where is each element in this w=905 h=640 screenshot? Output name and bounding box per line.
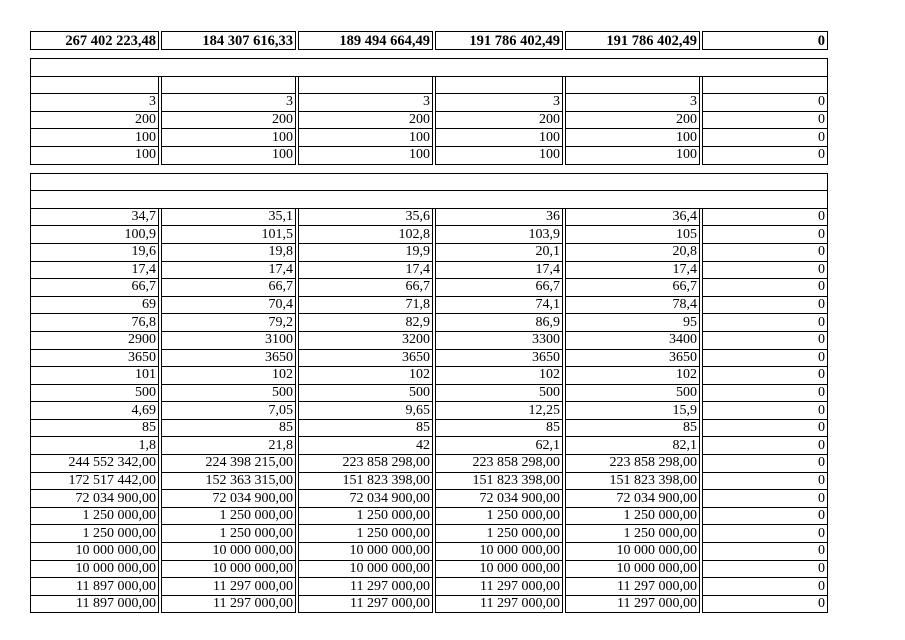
table-cell: 19,8 <box>162 243 296 261</box>
table-cell: 102 <box>299 367 433 385</box>
table-cell: 0 <box>703 111 828 129</box>
table-cell: 105 <box>566 226 700 244</box>
table-cell: 223 858 298,00 <box>436 455 563 473</box>
table-cell: 20,1 <box>436 243 563 261</box>
table-cell <box>566 76 700 94</box>
table-cell: 3200 <box>299 331 433 349</box>
table-cell: 1,8 <box>31 437 159 455</box>
table-cell: 151 823 398,00 <box>299 472 433 490</box>
table-cell: 500 <box>31 384 159 402</box>
table-cell: 82,1 <box>566 437 700 455</box>
table-cell: 10 000 000,00 <box>31 543 159 561</box>
table-row <box>31 595 828 613</box>
table-cell: 3 <box>31 94 159 112</box>
table-cell: 82,9 <box>299 314 433 332</box>
table-cell: 0 <box>703 279 828 297</box>
table-cell: 66,7 <box>436 279 563 297</box>
table-cell: 19,6 <box>31 243 159 261</box>
table-cell: 79,2 <box>162 314 296 332</box>
spacer-cell <box>31 164 828 173</box>
table-cell: 101 <box>31 367 159 385</box>
section-cell <box>31 59 828 77</box>
table-cell: 10 000 000,00 <box>566 560 700 578</box>
table-cell: 189 494 664,49 <box>299 32 433 50</box>
table-row <box>31 279 828 297</box>
table-cell: 3650 <box>566 349 700 367</box>
table-cell: 0 <box>703 331 828 349</box>
table-cell: 100 <box>162 146 296 164</box>
table-cell <box>31 76 159 94</box>
table-cell: 3650 <box>436 349 563 367</box>
table-cell: 0 <box>703 525 828 543</box>
table-cell: 76,8 <box>31 314 159 332</box>
table-cell: 35,1 <box>162 208 296 226</box>
spacer-cell <box>31 50 828 59</box>
table-cell: 3400 <box>566 331 700 349</box>
table-row <box>31 226 828 244</box>
table-cell: 9,65 <box>299 402 433 420</box>
table-cell: 34,7 <box>31 208 159 226</box>
table-row <box>31 129 828 147</box>
table-cell: 0 <box>703 384 828 402</box>
table-row <box>31 296 828 314</box>
table-cell: 78,4 <box>566 296 700 314</box>
table-row <box>31 111 828 129</box>
table-cell: 1 250 000,00 <box>566 525 700 543</box>
table-cell: 3 <box>299 94 433 112</box>
table-cell: 0 <box>703 146 828 164</box>
table-cell <box>162 76 296 94</box>
table-row <box>31 560 828 578</box>
table-row <box>31 490 828 508</box>
table-cell: 66,7 <box>162 279 296 297</box>
table-cell: 0 <box>703 129 828 147</box>
table-cell: 200 <box>566 111 700 129</box>
table-cell: 10 000 000,00 <box>31 560 159 578</box>
section-cell <box>31 173 828 191</box>
table-cell: 85 <box>566 419 700 437</box>
financial-table <box>30 31 828 613</box>
table-cell: 200 <box>436 111 563 129</box>
table-cell: 10 000 000,00 <box>299 560 433 578</box>
spacer-row <box>31 164 828 173</box>
table-cell: 3 <box>436 94 563 112</box>
table-cell: 17,4 <box>566 261 700 279</box>
table-cell: 72 034 900,00 <box>162 490 296 508</box>
table-cell: 223 858 298,00 <box>566 455 700 473</box>
table-cell: 11 897 000,00 <box>31 595 159 613</box>
table-cell: 500 <box>299 384 433 402</box>
table-cell: 0 <box>703 560 828 578</box>
table-cell <box>299 76 433 94</box>
table-cell: 0 <box>703 578 828 596</box>
table-cell: 102 <box>566 367 700 385</box>
table-cell: 71,8 <box>299 296 433 314</box>
table-cell: 100 <box>566 146 700 164</box>
table-cell <box>436 76 563 94</box>
table-cell: 11 297 000,00 <box>299 578 433 596</box>
section-row <box>31 59 828 77</box>
table-cell: 100 <box>299 129 433 147</box>
table-cell: 66,7 <box>566 279 700 297</box>
table-cell: 0 <box>703 455 828 473</box>
table-cell: 17,4 <box>162 261 296 279</box>
table-cell: 200 <box>299 111 433 129</box>
table-cell: 1 250 000,00 <box>299 507 433 525</box>
table-cell: 191 786 402,49 <box>566 32 700 50</box>
table-cell: 19,9 <box>299 243 433 261</box>
table-cell: 1 250 000,00 <box>31 525 159 543</box>
table-cell: 3650 <box>299 349 433 367</box>
table-cell: 85 <box>31 419 159 437</box>
table-row <box>31 384 828 402</box>
table-cell: 85 <box>299 419 433 437</box>
table-cell: 10 000 000,00 <box>162 560 296 578</box>
table-cell: 11 297 000,00 <box>566 578 700 596</box>
table-cell: 7,05 <box>162 402 296 420</box>
table-cell: 103,9 <box>436 226 563 244</box>
table-cell: 70,4 <box>162 296 296 314</box>
table-row <box>31 419 828 437</box>
table-cell: 102 <box>436 367 563 385</box>
table-cell: 0 <box>703 507 828 525</box>
table-cell: 85 <box>436 419 563 437</box>
table-cell: 0 <box>703 437 828 455</box>
table-cell: 224 398 215,00 <box>162 455 296 473</box>
table-cell: 151 823 398,00 <box>436 472 563 490</box>
table-cell: 36,4 <box>566 208 700 226</box>
table-cell: 62,1 <box>436 437 563 455</box>
table-cell: 100,9 <box>31 226 159 244</box>
table-cell: 66,7 <box>31 279 159 297</box>
table-cell: 0 <box>703 595 828 613</box>
table-row <box>31 402 828 420</box>
table-row <box>31 525 828 543</box>
table-cell: 3 <box>162 94 296 112</box>
table-cell: 11 297 000,00 <box>566 595 700 613</box>
table-row <box>31 507 828 525</box>
table-cell: 0 <box>703 472 828 490</box>
table-cell: 1 250 000,00 <box>436 525 563 543</box>
table-cell: 244 552 342,00 <box>31 455 159 473</box>
table-cell: 1 250 000,00 <box>436 507 563 525</box>
table-row <box>31 261 828 279</box>
table-cell: 102 <box>162 367 296 385</box>
table-cell: 3300 <box>436 331 563 349</box>
table-cell: 152 363 315,00 <box>162 472 296 490</box>
table-cell: 86,9 <box>436 314 563 332</box>
table-row <box>31 472 828 490</box>
table-cell: 0 <box>703 94 828 112</box>
table-cell: 0 <box>703 261 828 279</box>
table-cell: 11 297 000,00 <box>436 595 563 613</box>
table-cell: 191 786 402,49 <box>436 32 563 50</box>
table-cell: 200 <box>31 111 159 129</box>
table-cell: 10 000 000,00 <box>436 560 563 578</box>
table-cell: 184 307 616,33 <box>162 32 296 50</box>
table-cell: 0 <box>703 314 828 332</box>
table-cell: 1 250 000,00 <box>31 507 159 525</box>
table-cell: 95 <box>566 314 700 332</box>
table-cell: 17,4 <box>31 261 159 279</box>
table-cell: 3650 <box>162 349 296 367</box>
table-cell: 102,8 <box>299 226 433 244</box>
table-cell: 100 <box>162 129 296 147</box>
table-cell: 0 <box>703 543 828 561</box>
table-row <box>31 578 828 596</box>
section-row <box>31 173 828 191</box>
table-row <box>31 243 828 261</box>
table-cell: 11 297 000,00 <box>299 595 433 613</box>
table-cell: 17,4 <box>436 261 563 279</box>
table-cell: 267 402 223,48 <box>31 32 159 50</box>
table-cell: 11 297 000,00 <box>162 595 296 613</box>
table-cell: 100 <box>31 146 159 164</box>
table-cell: 36 <box>436 208 563 226</box>
table-cell: 72 034 900,00 <box>299 490 433 508</box>
table-cell: 69 <box>31 296 159 314</box>
table-cell: 500 <box>566 384 700 402</box>
table-cell: 223 858 298,00 <box>299 455 433 473</box>
table-cell: 1 250 000,00 <box>162 525 296 543</box>
table-cell: 72 034 900,00 <box>436 490 563 508</box>
table-row <box>31 331 828 349</box>
table-cell: 100 <box>436 146 563 164</box>
table-row <box>31 314 828 332</box>
section-row <box>31 191 828 209</box>
table-cell: 100 <box>436 129 563 147</box>
table-cell: 172 517 442,00 <box>31 472 159 490</box>
table-cell: 100 <box>31 129 159 147</box>
table-cell: 100 <box>566 129 700 147</box>
section-cell <box>31 191 828 209</box>
table-cell: 20,8 <box>566 243 700 261</box>
table-cell: 3100 <box>162 331 296 349</box>
table-cell: 101,5 <box>162 226 296 244</box>
table-row <box>31 146 828 164</box>
table-cell: 12,25 <box>436 402 563 420</box>
table-cell: 85 <box>162 419 296 437</box>
table-cell: 1 250 000,00 <box>566 507 700 525</box>
table-cell: 0 <box>703 296 828 314</box>
table-cell: 11 297 000,00 <box>436 578 563 596</box>
table-row <box>31 367 828 385</box>
header-row <box>31 32 828 50</box>
table-cell <box>703 76 828 94</box>
table-cell: 66,7 <box>299 279 433 297</box>
blank-row <box>31 76 828 94</box>
table-cell: 21,8 <box>162 437 296 455</box>
spacer-row <box>31 50 828 59</box>
table-cell: 0 <box>703 367 828 385</box>
table-row <box>31 349 828 367</box>
table-cell: 1 250 000,00 <box>299 525 433 543</box>
table-cell: 0 <box>703 243 828 261</box>
table-cell: 100 <box>299 146 433 164</box>
table-cell: 42 <box>299 437 433 455</box>
table-cell: 15,9 <box>566 402 700 420</box>
table-cell: 151 823 398,00 <box>566 472 700 490</box>
table-cell: 1 250 000,00 <box>162 507 296 525</box>
table-cell: 17,4 <box>299 261 433 279</box>
table-cell: 0 <box>703 402 828 420</box>
table-cell: 0 <box>703 208 828 226</box>
table-cell: 500 <box>436 384 563 402</box>
table-cell: 35,6 <box>299 208 433 226</box>
table-cell: 11 897 000,00 <box>31 578 159 596</box>
table-row <box>31 208 828 226</box>
table-row <box>31 543 828 561</box>
table-row <box>31 437 828 455</box>
table-cell: 10 000 000,00 <box>436 543 563 561</box>
table-cell: 11 297 000,00 <box>162 578 296 596</box>
table-cell: 10 000 000,00 <box>299 543 433 561</box>
table-cell: 3650 <box>31 349 159 367</box>
table-cell: 500 <box>162 384 296 402</box>
table-cell: 4,69 <box>31 402 159 420</box>
table-cell: 0 <box>703 490 828 508</box>
table-cell: 72 034 900,00 <box>566 490 700 508</box>
table-cell: 10 000 000,00 <box>162 543 296 561</box>
table-row <box>31 94 828 112</box>
table-cell: 72 034 900,00 <box>31 490 159 508</box>
table-cell: 0 <box>703 226 828 244</box>
table-cell: 0 <box>703 419 828 437</box>
table-cell: 2900 <box>31 331 159 349</box>
table-cell: 200 <box>162 111 296 129</box>
table-cell: 74,1 <box>436 296 563 314</box>
table-row <box>31 455 828 473</box>
table-cell: 0 <box>703 349 828 367</box>
table-cell: 0 <box>703 32 828 50</box>
table-cell: 3 <box>566 94 700 112</box>
table-cell: 10 000 000,00 <box>566 543 700 561</box>
